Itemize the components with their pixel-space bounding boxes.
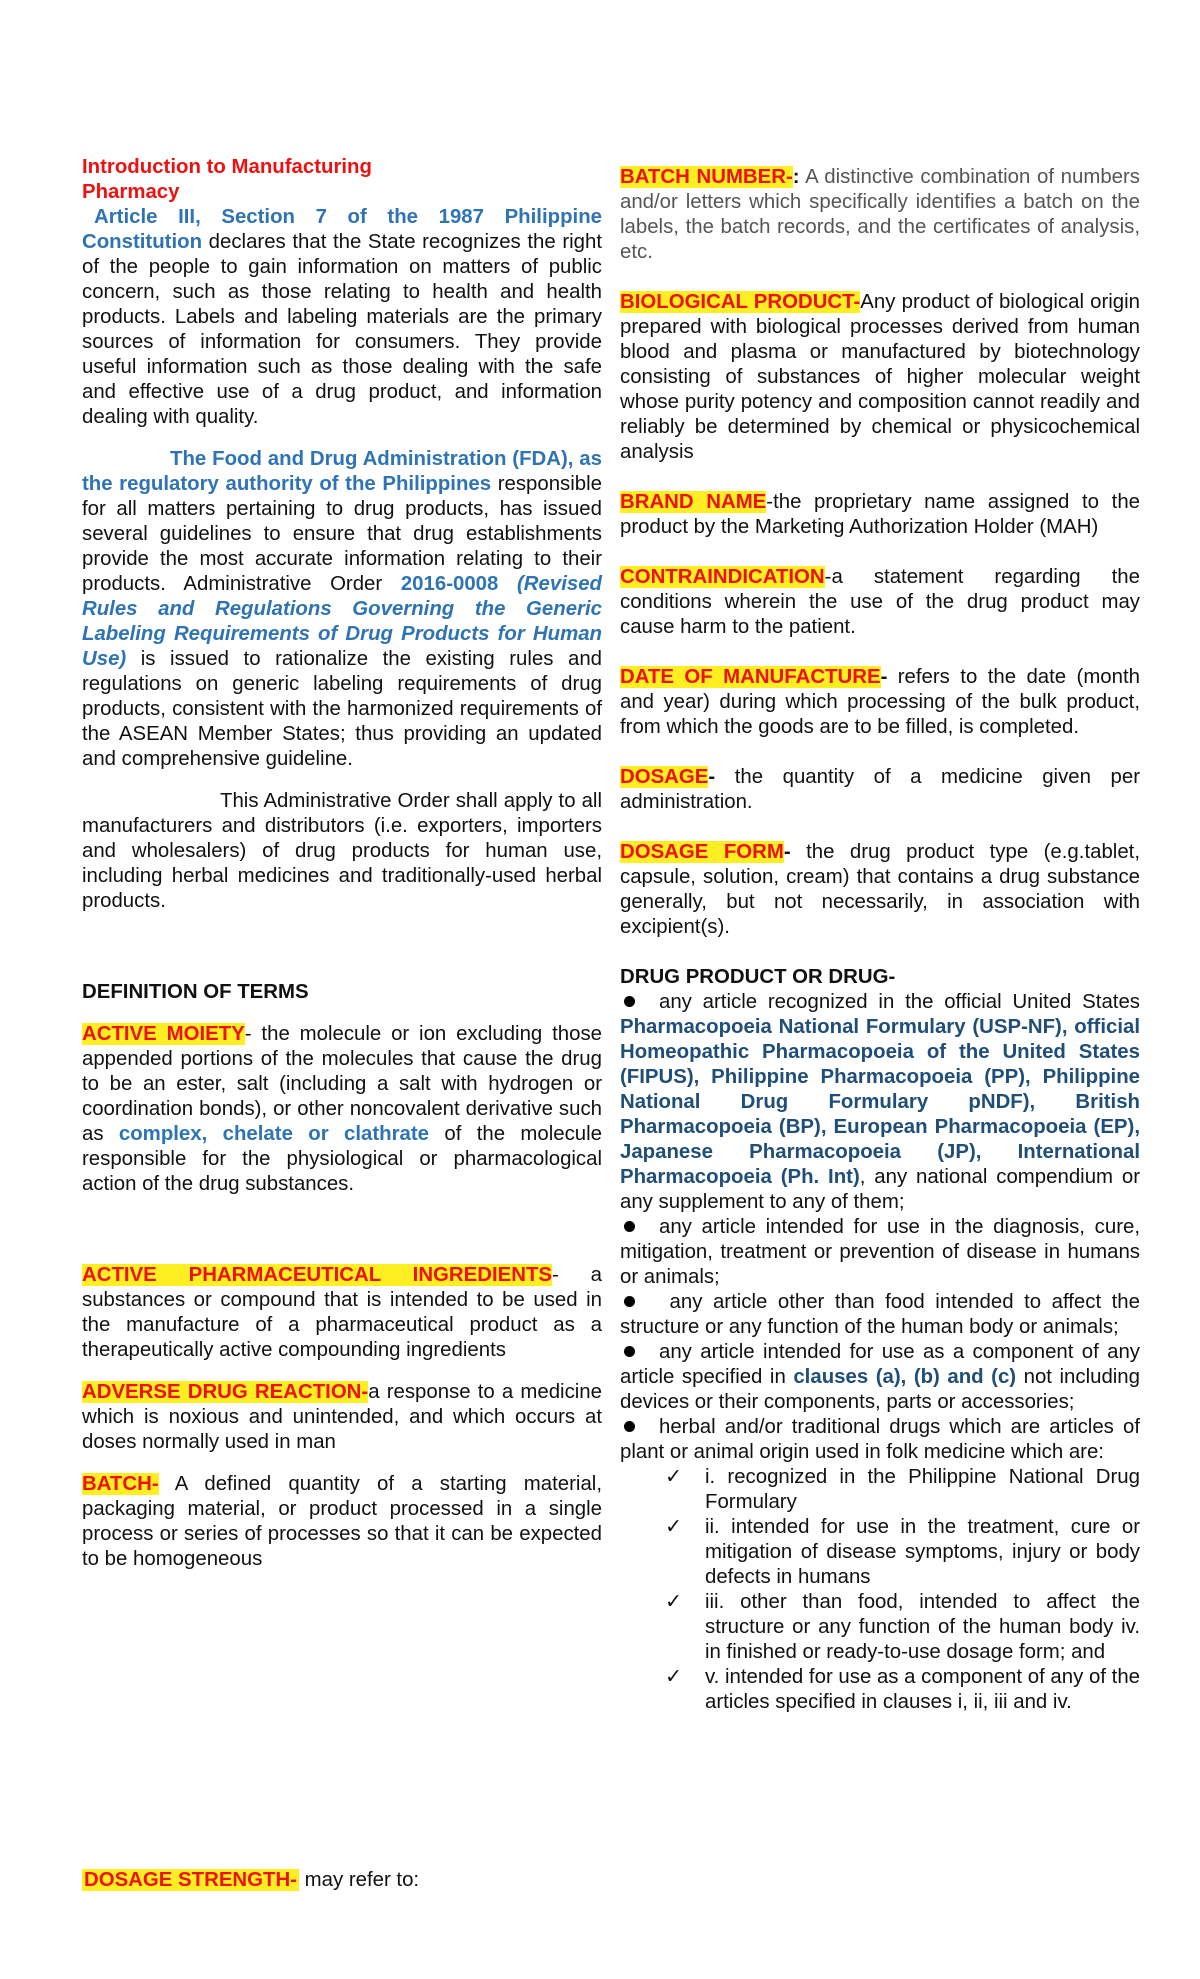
definition-api: ACTIVE PHARMACEUTICAL INGREDIENTS- a substances or compound that is intended to be used in the manufacture of a pharmaceutical product as a therapeutically active compounding ingredients <box>82 1264 602 1361</box>
drug-bullet-4: any article intended for use as a component of any article specified in clauses (a), (b) and (c) not including devices or their components, parts or accessories; <box>620 1341 1140 1413</box>
bullet-dot-icon <box>624 1421 635 1432</box>
definitions-heading: DEFINITION OF TERMS <box>82 981 309 1003</box>
intro-title: Introduction to Manufacturing Pharmacy <box>82 156 372 203</box>
term-active-moiety: ACTIVE MOIETY <box>82 1023 245 1045</box>
term-batch-number: BATCH NUMBER- <box>620 166 793 188</box>
definition-adr: ADVERSE DRUG REACTION-a response to a medicine which is noxious and unintended, and which occurs at doses normally used in man <box>82 1381 602 1453</box>
check-item-4: ✓ v. intended for use as a component of any of the articles specified in clauses i, ii, iii and iv. <box>665 1666 1140 1713</box>
definition-biological-product: BIOLOGICAL PRODUCT-Any product of biological origin prepared with biological processes derived from human blood and plasma or manufactured by biotechnology consisting of substances of higher molecular weight whose purity potency and composition cannot readily and reliably be determined by chemical or physicochemical analysis <box>620 291 1141 463</box>
bullet-dot-icon <box>624 996 635 1007</box>
term-batch: BATCH- <box>82 1473 159 1495</box>
fda-reference: The Food and Drug Administration (FDA), as the regulatory authority of the Philippines <box>82 448 602 495</box>
term-adr: ADVERSE DRUG REACTION- <box>82 1381 369 1403</box>
definition-dosage-form: DOSAGE FORM- the drug product type (e.g.tablet, capsule, solution, cream) that contains a drug substance generally, but not necessarily, in association with excipient(s). <box>620 841 1140 938</box>
drug-bullet-3: any article other than food intended to affect the structure or any function of the human body or animals; <box>620 1291 1140 1338</box>
ao-title: (Revised Rules and Regulations Governing the Generic Labeling Requirements of Drug Products for Human Use) <box>82 573 602 670</box>
drug-bullet-5: herbal and/or traditional drugs which are articles of plant or animal origin used in folk medicine which are: <box>620 1416 1140 1463</box>
intro-paragraph-fda: The Food and Drug Administration (FDA), as the regulatory authority of the Philippines responsible for all matters pertaining to drug products, has issued several guidelines to ensure that drug establishments provide the most accurate information relating to their products. Administrative Order 2016-0008 (Revised Rules and Regulations Governing the Generic Labeling Requirements of Drug Products for Human Use) is issued to rationalize the existing rules and regulations on generic labeling requirements of drug products, consistent with the harmonized requirements of the ASEAN Member States; thus providing an updated and comprehensive guideline. <box>82 448 602 770</box>
definition-active-moiety: ACTIVE MOIETY- the molecule or ion excluding those appended portions of the molecules that cause the drug to be an ester, salt (including a salt with hydrogen or coordination bonds), or other noncovalent derivative such as complex, chelate or clathrate of the molecule responsible for the physiological or pharmacological action of the drug substances. <box>82 1023 602 1195</box>
term-biological-product: BIOLOGICAL PRODUCT- <box>620 291 861 313</box>
term-contraindication: CONTRAINDICATION <box>620 566 825 588</box>
term-api: ACTIVE PHARMACEUTICAL INGREDIENTS <box>82 1264 553 1286</box>
drug-bullet-2: any article intended for use in the diagnosis, cure, mitigation, treatment or prevention of disease in humans or animals; <box>620 1216 1140 1288</box>
bullet-dot-icon <box>624 1221 635 1232</box>
check-item-1: ✓ i. recognized in the Philippine National Drug Formulary <box>665 1466 1140 1513</box>
complex-chelate-reference: complex, chelate or clathrate <box>118 1123 429 1145</box>
bullet-dot-icon <box>624 1296 635 1307</box>
definition-brand-name: BRAND NAME-the proprietary name assigned to the product by the Marketing Authorization Holder (MAH) <box>620 491 1140 538</box>
check-item-2: ✓ ii. intended for use in the treatment, cure or mitigation of disease symptoms, injury or body defects in humans <box>665 1516 1140 1588</box>
ao-number: 2016-0008 <box>400 573 499 595</box>
definition-batch: BATCH- A defined quantity of a starting material, packaging material, or product processed in a single process or series of processes so that it can be expected to be homogeneous <box>82 1473 602 1570</box>
term-dosage-form: DOSAGE FORM <box>620 841 784 863</box>
term-dosage-strength: DOSAGE STRENGTH- <box>84 1869 297 1891</box>
intro-paragraph-scope: This Administrative Order shall apply to all manufacturers and distributors (i.e. exporters, importers and wholesalers) of drug products for human use, including herbal medicines and traditionally-used herbal products. <box>82 790 602 912</box>
drug-product-heading: DRUG PRODUCT OR DRUG- <box>620 966 896 988</box>
definition-batch-number: BATCH NUMBER-: A distinctive combination of numbers and/or letters which specifically identifies a batch on the labels, the batch records, and the certificates of analysis, etc. <box>620 166 1140 263</box>
checkmark-icon: ✓ <box>665 1591 683 1613</box>
checkmark-icon: ✓ <box>665 1466 683 1488</box>
definition-dosage-strength: DOSAGE STRENGTH- may refer to: <box>84 1869 420 1891</box>
drug-bullet-1: any article recognized in the official United States Pharmacopoeia National Formulary (USP-NF), official Homeopathic Pharmacopoeia of the United States (FIPUS), Philippine Pharmacopoeia (PP), Philippine National Drug Formulary pNDF), British Pharmacopoeia (BP), European Pharmacopoeia (EP), Japanese Pharmacopoeia (JP), International Pharmacopoeia (Ph. Int), any national compendium or any supplement to any of them; <box>620 991 1140 1213</box>
checkmark-icon: ✓ <box>665 1666 683 1688</box>
intro-paragraph-constitution: Article III, Section 7 of the 1987 Philippine Constitution declares that the State recognizes the right of the people to gain information on matters of public concern, such as those relating to health and health products. Labels and labeling materials are the primary sources of information for consumers. They provide useful information such as those dealing with the safe and effective use of a drug product, and information dealing with quality. <box>82 206 602 428</box>
check-item-3: ✓ iii. other than food, intended to affect the structure or any function of the human body iv. in finished or ready-to-use dosage form; and <box>665 1591 1140 1663</box>
term-dosage: DOSAGE <box>620 766 709 788</box>
bullet-dot-icon <box>624 1346 635 1357</box>
definition-dosage: DOSAGE- the quantity of a medicine given per administration. <box>620 766 1140 813</box>
definition-contraindication: CONTRAINDICATION-a statement regarding the conditions wherein the use of the drug product may cause harm to the patient. <box>620 566 1140 638</box>
left-column <box>82 155 602 1572</box>
definition-date-of-manufacture: DATE OF MANUFACTURE- refers to the date (month and year) during which processing of the bulk product, from which the goods are to be filled, is completed. <box>620 666 1140 738</box>
term-brand-name: BRAND NAME <box>620 491 767 513</box>
term-date-of-manufacture: DATE OF MANUFACTURE <box>620 666 881 688</box>
right-column <box>620 165 1140 1715</box>
constitution-reference: Article III, Section 7 of the 1987 Philippine Constitution <box>82 206 602 253</box>
clauses-reference: clauses (a), (b) and (c) <box>793 1366 1017 1388</box>
checkmark-icon: ✓ <box>665 1516 683 1538</box>
pharmacopoeia-list: Pharmacopoeia National Formulary (USP-NF), official Homeopathic Pharmacopoeia of the United States (FIPUS), Philippine Pharmacopoeia (PP), Philippine National Drug Formulary pNDF), British Pharmacopoeia (BP), European Pharmacopoeia (EP), Japanese Pharmacopoeia (JP), International Pharmacopoeia (Ph. Int) <box>620 1016 1140 1188</box>
